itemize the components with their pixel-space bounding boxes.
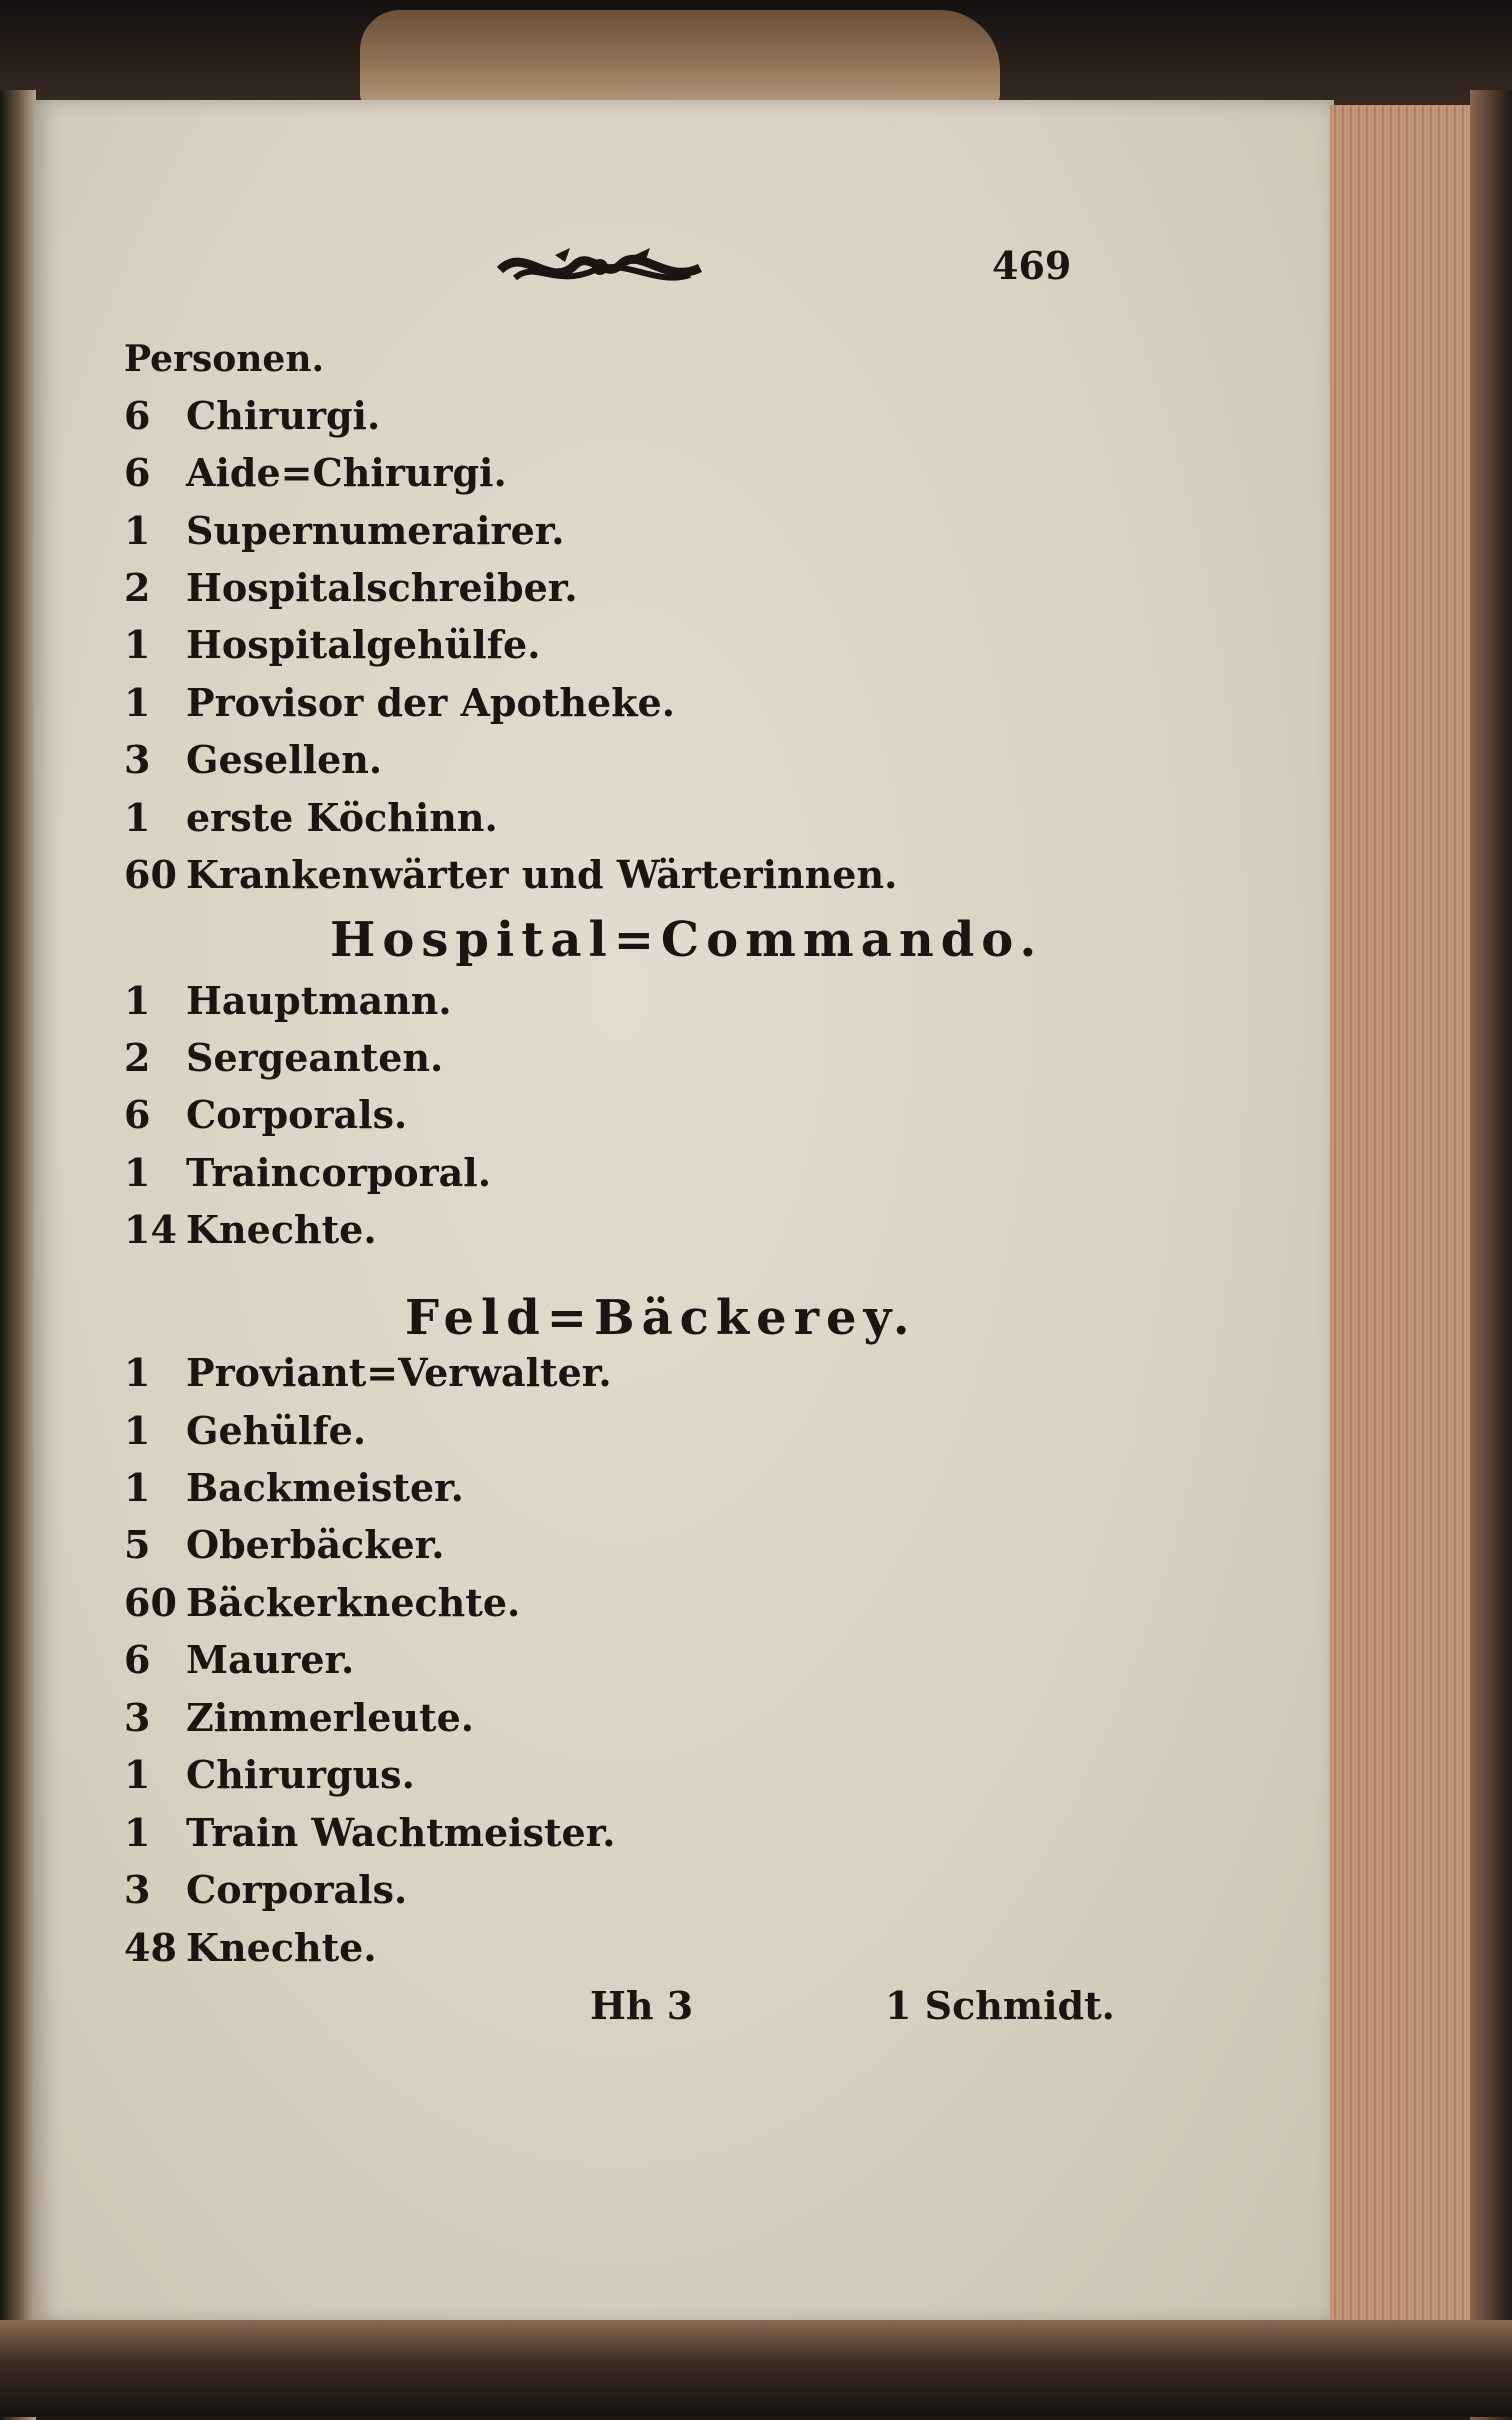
item-count: 1 [124, 1752, 151, 1797]
list-item [124, 393, 380, 438]
page-number: 469 [992, 243, 1072, 288]
list-item [124, 978, 452, 1023]
list-item [124, 1465, 464, 1510]
list-item [124, 1752, 415, 1797]
section-heading: Feld=Bäckerey. [405, 1290, 917, 1346]
list-item [124, 1522, 444, 1567]
list-item [124, 680, 675, 725]
item-label: Corporals. [186, 1092, 408, 1137]
item-label: Gesellen. [186, 737, 383, 782]
item-count: 60 [124, 852, 177, 897]
item-label: Krankenwärter und Wärterinnen. [186, 852, 898, 897]
item-label: Provisor der Apotheke. [186, 680, 675, 725]
signature-mark: Hh 3 [590, 1983, 694, 2028]
item-label: Backmeister. [186, 1465, 464, 1510]
torn-spine-fragment [360, 10, 1000, 105]
item-label: Knechte. [186, 1207, 377, 1252]
intro-word: Personen. [124, 338, 325, 380]
list-item [124, 1580, 520, 1625]
list-item [124, 1637, 354, 1682]
item-count: 2 [124, 1035, 151, 1080]
item-label: Oberbäcker. [186, 1522, 445, 1567]
item-label: Hospitalgehülfe. [186, 622, 541, 667]
catchword: 1 Schmidt. [885, 1983, 1115, 2028]
item-count: 1 [124, 1810, 151, 1855]
list-item [124, 1810, 615, 1855]
gutter-edge [0, 90, 36, 2420]
list-item [124, 1695, 474, 1740]
item-count: 1 [124, 1350, 151, 1395]
item-count: 2 [124, 565, 151, 610]
item-count: 1 [124, 508, 151, 553]
item-label: Traincorporal. [186, 1150, 491, 1195]
item-label: Hospitalschreiber. [186, 565, 578, 610]
list-item [124, 1350, 612, 1395]
item-count: 3 [124, 737, 151, 782]
item-label: Chirurgi. [186, 393, 381, 438]
item-count: 5 [124, 1522, 151, 1567]
item-label: Gehülfe. [186, 1408, 367, 1453]
item-label: Proviant=Verwalter. [186, 1350, 612, 1395]
item-count: 6 [124, 393, 151, 438]
item-label: Bäckerknechte. [186, 1580, 521, 1625]
item-label: Supernumerairer. [186, 508, 565, 553]
item-label: Sergeanten. [186, 1035, 444, 1080]
item-count: 1 [124, 1408, 151, 1453]
item-label: Zimmerleute. [186, 1695, 474, 1740]
item-count: 1 [124, 680, 151, 725]
item-label: Corporals. [186, 1867, 408, 1912]
list-item [124, 1867, 407, 1912]
list-item [124, 450, 507, 495]
list-item [124, 565, 578, 610]
item-count: 48 [124, 1925, 177, 1970]
item-label: erste Köchinn. [186, 795, 498, 840]
list-item [124, 1925, 377, 1970]
item-label: Chirurgus. [186, 1752, 415, 1797]
page-edges [1330, 105, 1480, 2335]
book-bottom-edge [0, 2320, 1512, 2417]
item-label: Train Wachtmeister. [186, 1810, 616, 1855]
list-item [124, 1035, 443, 1080]
item-count: 1 [124, 1150, 151, 1195]
item-count: 3 [124, 1867, 151, 1912]
item-count: 1 [124, 622, 151, 667]
item-label: Hauptmann. [186, 978, 452, 1023]
item-label: Knechte. [186, 1925, 377, 1970]
item-count: 1 [124, 978, 151, 1023]
list-item [124, 1092, 407, 1137]
printers-ornament-icon [495, 240, 705, 296]
item-count: 6 [124, 1637, 151, 1682]
item-count: 1 [124, 795, 151, 840]
item-count: 6 [124, 1092, 151, 1137]
list-item [124, 852, 897, 897]
item-count: 3 [124, 1695, 151, 1740]
cover-edge [1470, 90, 1512, 2420]
list-item [124, 508, 565, 553]
list-item [124, 1408, 366, 1453]
item-count: 60 [124, 1580, 177, 1625]
list-item [124, 1207, 377, 1252]
item-count: 6 [124, 450, 151, 495]
list-item [124, 737, 382, 782]
item-label: Aide=Chirurgi. [186, 450, 507, 495]
list-item [124, 795, 498, 840]
list-item [124, 622, 540, 667]
item-count: 1 [124, 1465, 151, 1510]
section-heading: Hospital=Commando. [330, 912, 1044, 968]
item-label: Maurer. [186, 1637, 355, 1682]
item-count: 14 [124, 1207, 177, 1252]
list-item [124, 1150, 491, 1195]
